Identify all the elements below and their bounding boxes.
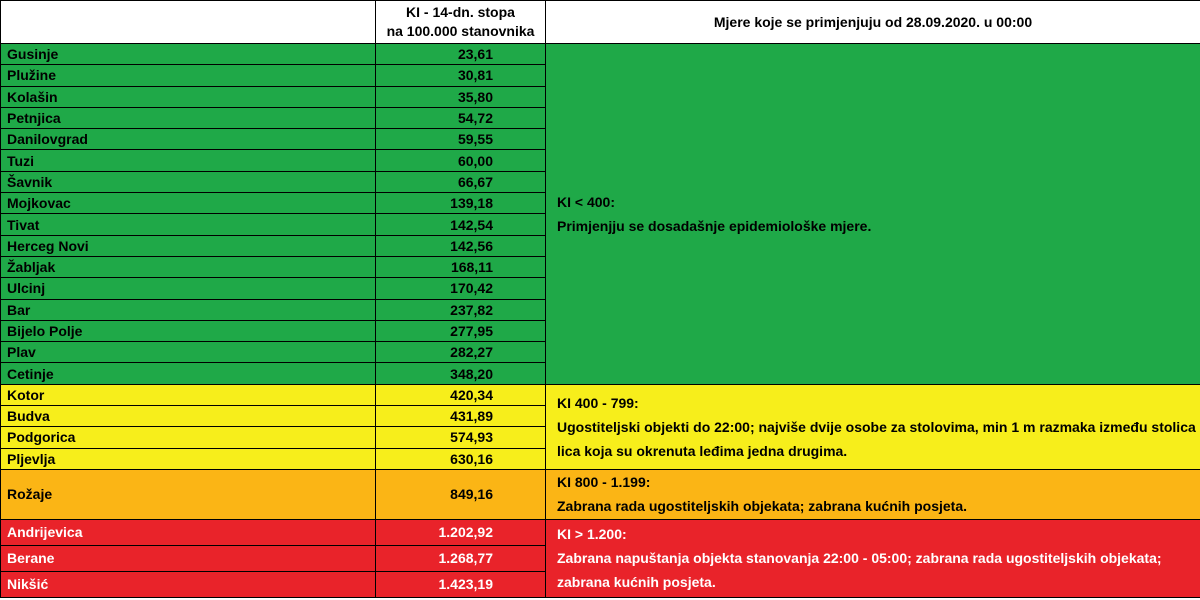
measure-yellow <box>546 384 1200 469</box>
municipality-name: Pljevlja <box>1 448 376 469</box>
municipality-name: Berane <box>1 545 376 571</box>
measure-description: Zabrana rada ugostiteljskih objekata; zabrana kućnih posjeta. <box>557 498 967 515</box>
rate-value: 59,55 <box>376 129 546 150</box>
municipality-name: Gusinje <box>1 44 376 65</box>
rate-value: 431,89 <box>376 406 546 427</box>
rate-value: 60,00 <box>376 150 546 171</box>
measure-red <box>546 519 1200 597</box>
header-measures: Mjere koje se primjenjuju od 28.09.2020. u 00:00 <box>546 1 1200 44</box>
measure-description: Zabrana napuštanja objekta stanovanja 22:00 - 05:00; zabrana rada ugostiteljskih objekata; zabrana kućnih posjeta. <box>557 550 1162 591</box>
municipality-name: Rožaje <box>1 469 376 519</box>
measure-description: Primjenjju se dosadašnje epidemiološke mjere. <box>557 217 872 234</box>
rate-value: 1.268,77 <box>376 545 546 571</box>
measure-description: Ugostiteljski objekti do 22:00; najviše dvije osobe za stolovima, min 1 m razmaka između stolica lica koja su okrenuta leđima jedna drugima. <box>557 418 1196 459</box>
measure-threshold: KI 800 - 1.199: <box>557 474 651 491</box>
header-row <box>1 1 1200 44</box>
municipality-name: Mojkovac <box>1 193 376 214</box>
measure-threshold: KI 400 - 799: <box>557 394 639 411</box>
rate-value: 237,82 <box>376 299 546 320</box>
municipality-name: Kotor <box>1 384 376 405</box>
municipality-name: Plav <box>1 342 376 363</box>
rate-value: 1.423,19 <box>376 571 546 597</box>
measure-threshold: KI > 1.200: <box>557 526 627 543</box>
municipality-name: Herceg Novi <box>1 235 376 256</box>
measure-orange <box>546 469 1200 519</box>
municipality-name: Bar <box>1 299 376 320</box>
municipality-name: Andrijevica <box>1 519 376 545</box>
rate-value: 170,42 <box>376 278 546 299</box>
rate-value: 282,27 <box>376 342 546 363</box>
rate-value: 849,16 <box>376 469 546 519</box>
municipality-name: Žabljak <box>1 256 376 277</box>
header-rate <box>376 1 546 44</box>
municipality-name: Budva <box>1 406 376 427</box>
rate-value: 630,16 <box>376 448 546 469</box>
municipality-name: Danilovgrad <box>1 129 376 150</box>
municipality-name: Tivat <box>1 214 376 235</box>
header-rate-line1: KI - 14-dn. stopa <box>406 4 515 20</box>
rate-value: 277,95 <box>376 320 546 341</box>
municipality-name: Kolašin <box>1 86 376 107</box>
municipality-name: Cetinje <box>1 363 376 384</box>
rate-value: 23,61 <box>376 44 546 65</box>
rate-value: 66,67 <box>376 171 546 192</box>
municipality-name: Plužine <box>1 65 376 86</box>
measure-green <box>546 44 1200 385</box>
rate-value: 139,18 <box>376 193 546 214</box>
municipality-name: Nikšić <box>1 571 376 597</box>
rate-value: 142,54 <box>376 214 546 235</box>
table-row <box>1 469 1200 519</box>
municipality-name: Šavnik <box>1 171 376 192</box>
table-row <box>1 384 1200 405</box>
rate-value: 54,72 <box>376 107 546 128</box>
municipality-name: Bijelo Polje <box>1 320 376 341</box>
rate-value: 142,56 <box>376 235 546 256</box>
table-row <box>1 519 1200 545</box>
rate-value: 35,80 <box>376 86 546 107</box>
measure-threshold: KI < 400: <box>557 193 615 210</box>
municipality-name: Tuzi <box>1 150 376 171</box>
rate-value: 348,20 <box>376 363 546 384</box>
rate-value: 574,93 <box>376 427 546 448</box>
municipality-name: Podgorica <box>1 427 376 448</box>
rate-value: 30,81 <box>376 65 546 86</box>
municipality-name: Petnjica <box>1 107 376 128</box>
municipality-name: Ulcinj <box>1 278 376 299</box>
header-rate-line2: na 100.000 stanovnika <box>386 23 535 39</box>
rate-value: 420,34 <box>376 384 546 405</box>
rate-value: 1.202,92 <box>376 519 546 545</box>
rate-value: 168,11 <box>376 256 546 277</box>
header-municipality <box>1 1 376 44</box>
table-body <box>1 44 1200 598</box>
table-row <box>1 44 1200 65</box>
